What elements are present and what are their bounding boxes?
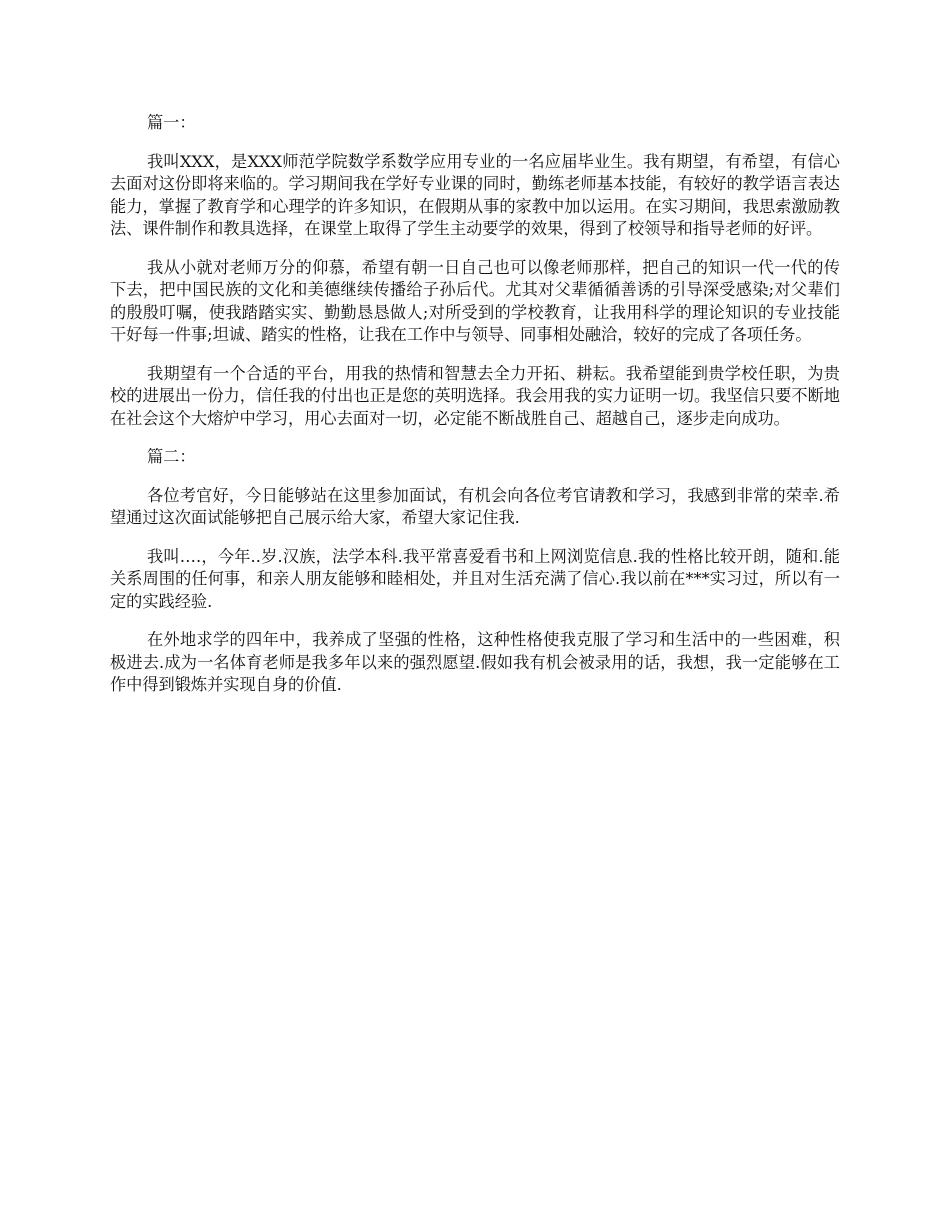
section-1	[110, 112, 840, 430]
paragraph: 我从小就对老师万分的仰慕，希望有朝一日自己也可以像老师那样，把自己的知识一代一代的传下去，把中国民族的文化和美德继续传播给子孙后代。尤其对父辈循循善诱的引导深受感染;对父辈们的殷殷叮嘱，使我踏踏实实、勤勤恳恳做人;对所受到的学校教育，让我用科学的理论知识的专业技能干好每一件事;坦诚、踏实的性格，让我在工作中与领导、同事相处融洽，较好的完成了各项任务。	[110, 257, 840, 344]
paragraph: 我叫XXX，是XXX师范学院数学系数学应用专业的一名应届毕业生。我有期望，有希望，有信心去面对这份即将来临的。学习期间我在学好专业课的同时，勤练老师基本技能，有较好的教学语言表达能力，掌握了教育学和心理学的许多知识，在假期从事的家教中加以运用。在实习期间，我思索激励教法、课件制作和教具选择，在课堂上取得了学生主动要学的效果，得到了校领导和指导老师的好评。	[110, 151, 840, 238]
paragraph: 我期望有一个合适的平台，用我的热情和智慧去全力开拓、耕耘。我希望能到贵学校任职，为贵校的进展出一份力，信任我的付出也正是您的英明选择。我会用我的实力证明一切。我坚信只要不断地在社会这个大熔炉中学习，用心去面对一切，必定能不断战胜自己、超越自己，逐步走向成功。	[110, 363, 840, 428]
section-2	[110, 446, 840, 697]
section-heading: 篇一：	[147, 113, 196, 132]
paragraph: 我叫….，今年..岁.汉族，法学本科.我平常喜爱看书和上网浏览信息.我的性格比较开朗，随和.能关系周围的任何事，和亲人朋友能够和睦相处，并且对生活充满了信心.我以前在***实习过，所以有一定的实践经验.	[110, 546, 840, 611]
paragraph: 各位考官好，今日能够站在这里参加面试，有机会向各位考官请教和学习，我感到非常的荣幸.希望通过这次面试能够把自己展示给大家，希望大家记住我.	[110, 485, 840, 527]
document-page	[110, 112, 840, 713]
section-heading: 篇二：	[147, 447, 196, 466]
paragraph: 在外地求学的四年中，我养成了坚强的性格，这种性格使我克服了学习和生活中的一些困难，积极进去.成为一名体育老师是我多年以来的强烈愿望.假如我有机会被录用的话，我想，我一定能够在工作中得到锻炼并实现自身的价值.	[110, 630, 840, 694]
